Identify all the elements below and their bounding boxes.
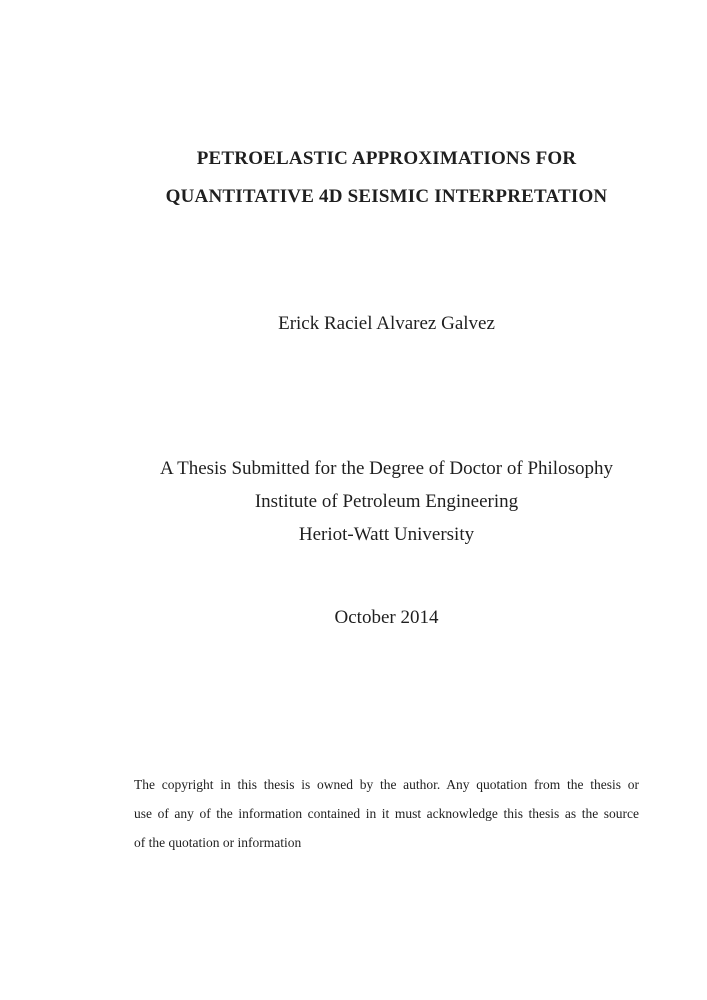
university-name: Heriot-Watt University [298,524,475,545]
author-name: Erick Raciel Alvarez Galvez [278,313,495,334]
copyright-line-2: use of any of the information contained in it must acknowledge this thesis as the source [134,806,639,821]
thesis-title-line1: PETROELASTIC APPROXIMATIONS FOR [196,148,577,169]
copyright-line-3: of the quotation or information [134,835,302,850]
degree-statement: A Thesis Submitted for the Degree of Doctor of Philosophy [160,458,613,479]
thesis-title-line2: QUANTITATIVE 4D SEISMIC INTERPRETATION [165,186,608,207]
submission-block [134,452,639,551]
copyright-notice [134,770,639,857]
copyright-line-1: The copyright in this thesis is owned by the author. Any quotation from the thesis or [134,777,639,792]
thesis-title [134,140,639,216]
submission-date: October 2014 [334,607,439,628]
institute-name: Institute of Petroleum Engineering [254,491,519,512]
